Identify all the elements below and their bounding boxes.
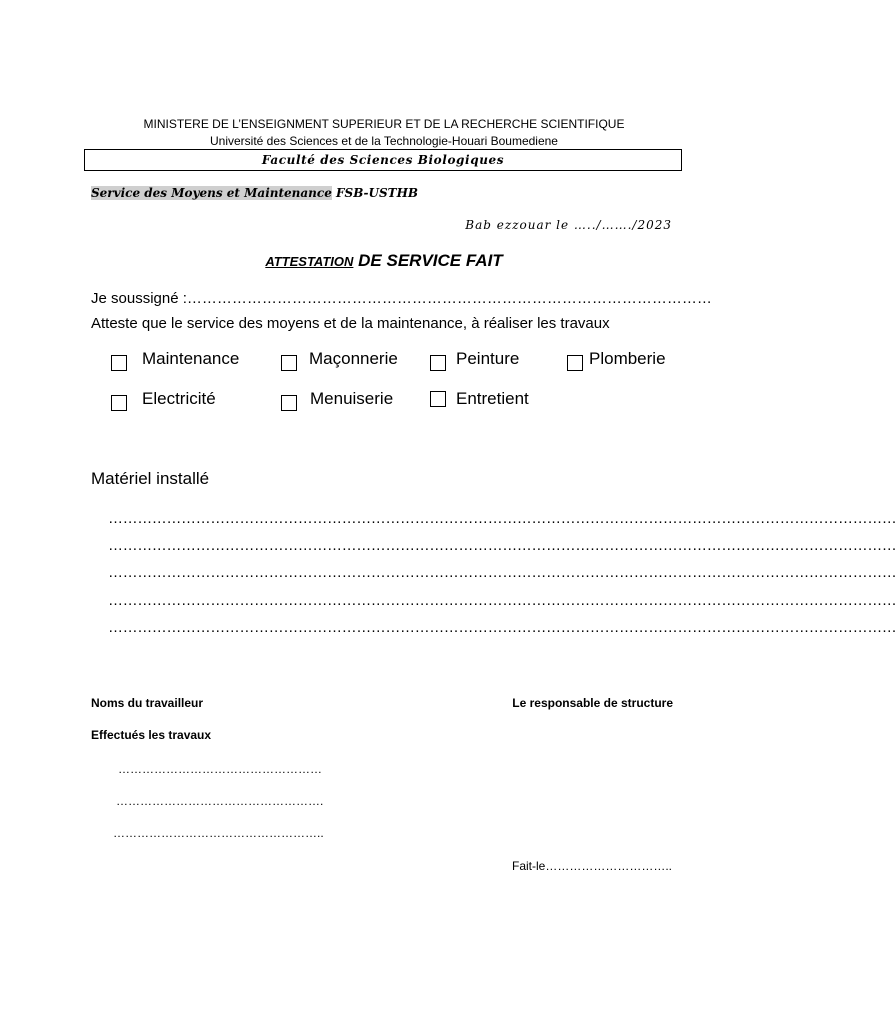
works-done-label: Effectués les travaux [91, 728, 212, 742]
title-service-fait: DE SERVICE FAIT [353, 251, 503, 270]
label-peinture: Peinture [456, 349, 520, 368]
checkbox-entretient[interactable] [430, 391, 446, 407]
attestation-text: Atteste que le service des moyens et de la maintenance, à réaliser les travaux [91, 315, 610, 332]
label-plomberie: Plomberie [589, 349, 666, 368]
responsible-label: Le responsable de structure [512, 696, 673, 710]
materials-line-1: ……………………………………………………………………………………………………………………………………………… [108, 510, 896, 527]
checkbox-electricite[interactable] [111, 395, 127, 411]
label-menuiserie: Menuiserie [310, 389, 394, 408]
materials-line-4: ……………………………………………………………………………………………………………………………………………… [108, 592, 896, 609]
title-attestation: ATTESTATION [265, 254, 354, 269]
service-suffix: FSB-USTHB [331, 186, 419, 200]
checkbox-peinture[interactable] [430, 355, 446, 371]
checkbox-plomberie[interactable] [567, 355, 583, 371]
workers-label: Noms du travailleur [91, 696, 204, 710]
faculty-box: Faculté des Sciences Biologiques [84, 149, 682, 171]
worker-name-line-1: …………………………………………… [118, 762, 322, 776]
checkbox-maintenance[interactable] [111, 355, 127, 371]
checkbox-maconnerie[interactable] [281, 355, 297, 371]
worker-name-line-3: …………………………………………….. [113, 826, 324, 840]
document-title [0, 251, 768, 271]
service-line [91, 186, 418, 200]
materials-heading: Matériel installé [91, 469, 210, 488]
materials-line-2: ……………………………………………………………………………………………………………………………………………… [108, 537, 896, 554]
checkbox-menuiserie[interactable] [281, 395, 297, 411]
university-name: Université des Sciences et de la Technologie-Houari Boumediene [210, 134, 558, 148]
worker-name-line-2: ……………………………………………. [116, 794, 324, 808]
done-on-line: Fait-le………………………….. [511, 859, 672, 873]
label-maconnerie: Maçonnerie [309, 349, 398, 368]
label-maintenance: Maintenance [142, 349, 240, 368]
service-name: Service des Moyens et Maintenance [91, 186, 332, 200]
materials-line-3: ……………………………………………………………………………………………………………………………………………… [108, 564, 896, 581]
signatory-line: Je soussigné :…………………………………………………………………………………………… [91, 290, 712, 307]
date-line: Bab ezzouar le …../……./2023 [465, 218, 672, 232]
materials-line-5: ……………………………………………………………………………………………………………………………………………… [108, 619, 896, 636]
label-electricite: Electricité [142, 389, 216, 408]
ministry-header: MINISTERE DE L’ENSEIGNMENT SUPERIEUR ET DE LA RECHERCHE SCIENTIFIQUE [143, 117, 625, 131]
label-entretient: Entretient [456, 389, 529, 408]
